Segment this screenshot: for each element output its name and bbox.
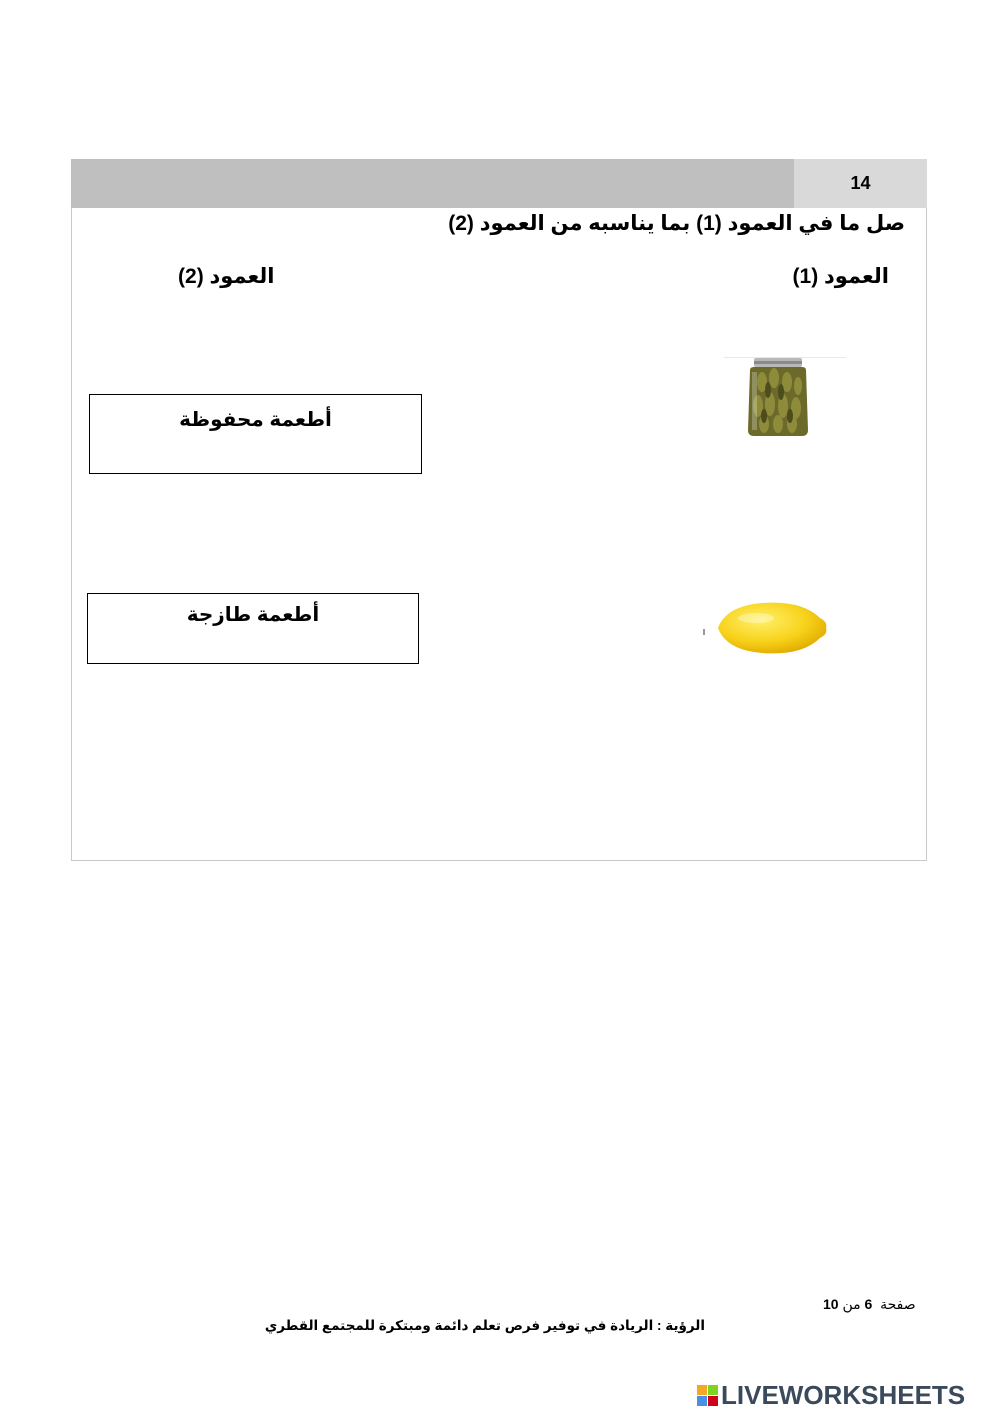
vision-statement: الرؤية : الريادة في توفير فرص تعلم دائمة ومبتكرة للمجتمع القطري (264, 1318, 705, 1333)
pickle-jar-icon[interactable] (740, 358, 816, 438)
brand-name: LIVEWORKSHEETS (721, 1380, 966, 1410)
brand-watermark (697, 1380, 965, 1411)
stray-mark (703, 629, 705, 635)
column-2-heading: العمود (2) (178, 265, 275, 288)
liveworksheets-logo-icon (697, 1385, 719, 1407)
page-total: 10 (823, 1296, 839, 1312)
question-number: 14 (794, 159, 927, 208)
question-instruction: صل ما في العمود (1) بما يناسبه من العمود (2) (448, 212, 905, 235)
answer-box-fresh-foods[interactable] (87, 593, 419, 664)
answer-label: أطعمة محفوظة (179, 409, 332, 431)
answer-box-preserved-foods[interactable] (89, 394, 422, 474)
page-number (823, 1296, 916, 1313)
lemon-icon[interactable] (712, 598, 830, 658)
page-current: 6 (864, 1296, 873, 1312)
column-1-heading: العمود (1) (792, 265, 889, 288)
answer-label: أطعمة طازجة (186, 604, 320, 626)
page-of: من (842, 1296, 861, 1312)
question-header-bar (71, 159, 794, 208)
page-word: صفحة (880, 1296, 916, 1312)
